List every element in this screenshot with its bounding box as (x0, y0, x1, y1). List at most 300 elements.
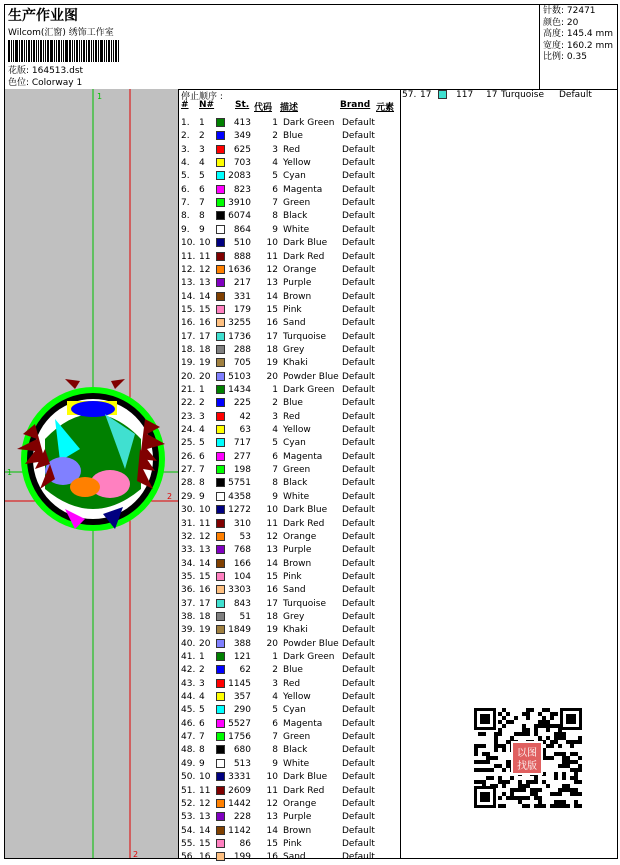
row-brand: Default (342, 224, 375, 235)
row-number: 18 (199, 344, 211, 355)
row-brand: Default (342, 211, 375, 222)
row-code: 14 (266, 291, 278, 302)
table-row (179, 437, 400, 450)
row-code: 9 (272, 758, 278, 769)
marker-bottom-label: 2 (133, 850, 139, 858)
row-brand: Default (342, 518, 375, 529)
design-stats (539, 5, 617, 89)
color-swatch (216, 372, 225, 381)
row-brand: Default (342, 411, 375, 422)
qr-code-image (470, 704, 586, 812)
row-code: 2 (272, 131, 278, 142)
row-number: 10 (199, 238, 211, 249)
design-height: 高度: 145.4 mm (543, 29, 614, 39)
table-row (179, 184, 400, 197)
color-swatch (216, 559, 225, 568)
color-swatch (216, 519, 225, 528)
row-code: 4 (272, 158, 278, 169)
row-description: Cyan (283, 705, 306, 716)
row-index: 57. (402, 90, 417, 100)
row-stitches: 843 (233, 598, 251, 609)
row-stitches: 121 (233, 652, 251, 662)
table-row (179, 558, 400, 571)
row-code: 9 (272, 491, 278, 502)
row-code: 10 (266, 772, 278, 783)
row-code: 17 (266, 598, 278, 609)
row-description: Green (283, 198, 311, 209)
row-code: 17 (266, 331, 278, 342)
row-description: Pink (283, 304, 302, 315)
color-swatch (216, 679, 225, 688)
color-count: 颜色: 20 (543, 17, 579, 28)
row-stitches: 42 (239, 411, 251, 422)
color-swatch (216, 278, 225, 287)
row-description: Purple (283, 545, 312, 556)
table-row (179, 825, 400, 838)
row-description: Dark Green (283, 385, 335, 395)
stop-sequence-title: 停止顺序 : (181, 92, 223, 102)
row-description: Black (283, 745, 308, 756)
row-code: 16 (266, 318, 278, 329)
table-row (179, 811, 400, 824)
row-number: 7 (199, 732, 205, 743)
row-brand: Default (342, 144, 375, 155)
row-index: 22. (181, 398, 196, 409)
color-swatch (216, 425, 225, 434)
color-swatch (216, 665, 225, 674)
row-description: Brown (283, 558, 312, 569)
row-index: 8. (181, 211, 190, 222)
color-swatch (216, 131, 225, 140)
row-code: 5 (272, 438, 278, 449)
table-row (179, 397, 400, 410)
row-number: 16 (199, 318, 211, 329)
table-row (179, 491, 400, 504)
row-brand: Default (342, 304, 375, 315)
row-code: 2 (272, 665, 278, 676)
row-number: 5 (199, 171, 205, 182)
row-index: 3. (181, 144, 190, 155)
row-description: Orange (283, 531, 317, 542)
table-row (179, 117, 400, 130)
row-brand: Default (342, 812, 375, 823)
row-brand: Default (342, 158, 375, 169)
row-number: 20 (199, 638, 211, 649)
embroidery-design (17, 379, 165, 531)
row-index: 55. (181, 838, 196, 849)
row-code: 8 (272, 478, 278, 489)
col-header-number: N# (199, 100, 215, 110)
row-number: 8 (199, 478, 205, 489)
row-stitches: 888 (233, 251, 251, 262)
row-description: Sand (283, 852, 306, 863)
col-header-code: 代码 (254, 103, 273, 113)
row-index: 56. (181, 852, 196, 863)
row-number: 1 (199, 385, 205, 395)
row-stitches: 1272 (228, 505, 251, 516)
row-description: White (283, 758, 310, 769)
color-swatch (216, 478, 225, 487)
row-index: 4. (181, 158, 190, 169)
col-header-brand: Brand (340, 100, 371, 110)
row-brand: Default (342, 611, 375, 622)
row-description: Khaki (283, 625, 308, 636)
row-stitches: 388 (233, 638, 251, 649)
row-index: 13. (181, 278, 196, 289)
row-number: 9 (199, 491, 205, 502)
stamp-text-1: 以图 (517, 748, 537, 759)
row-index: 2. (181, 131, 190, 142)
row-number: 13 (199, 812, 211, 823)
row-number: 1 (199, 652, 205, 662)
row-stitches: 86 (239, 838, 251, 849)
color-swatch (216, 826, 225, 835)
table-row (179, 224, 400, 237)
row-code: 15 (266, 571, 278, 582)
row-number: 1 (199, 118, 205, 128)
row-brand: Default (342, 371, 375, 382)
row-description: Dark Red (283, 518, 325, 529)
stitch-count: 针数: 72471 (543, 6, 596, 16)
row-code: 2 (272, 398, 278, 409)
row-brand: Default (342, 598, 375, 609)
row-description: Magenta (283, 718, 323, 729)
color-swatch (216, 465, 225, 474)
row-brand: Default (342, 665, 375, 676)
row-brand: Default (342, 838, 375, 849)
table-row (179, 344, 400, 357)
color-swatch (216, 265, 225, 274)
table-row (179, 170, 400, 183)
row-stitches: 217 (233, 278, 251, 289)
row-description: Brown (283, 825, 312, 836)
row-brand: Default (342, 358, 375, 369)
table-row (179, 798, 400, 811)
row-code: 16 (266, 852, 278, 863)
row-brand: Default (342, 852, 375, 863)
table-row (179, 384, 400, 397)
table-row (179, 838, 400, 851)
color-swatch (216, 171, 225, 180)
row-stitches: 310 (233, 518, 251, 529)
row-code: 20 (266, 371, 278, 382)
row-brand: Default (342, 545, 375, 556)
row-index: 32. (181, 531, 196, 542)
row-code: 8 (272, 211, 278, 222)
table-row (179, 504, 400, 517)
row-brand: Default (342, 131, 375, 142)
row-code: 18 (266, 344, 278, 355)
row-index: 27. (181, 465, 196, 476)
row-index: 6. (181, 184, 190, 195)
color-swatch (216, 318, 225, 327)
table-row (179, 851, 400, 864)
row-code: 9 (272, 224, 278, 235)
row-number: 11 (199, 251, 211, 262)
design-width: 宽度: 160.2 mm (543, 40, 614, 51)
table-row (179, 210, 400, 223)
table-row (179, 130, 400, 143)
row-code: 5 (272, 705, 278, 716)
row-description: Red (283, 144, 301, 155)
marker-left-label: 1 (7, 468, 13, 477)
row-stitches: 5751 (228, 478, 251, 489)
row-description: Grey (283, 611, 305, 622)
color-swatch (216, 492, 225, 501)
row-code: 17 (486, 90, 498, 100)
row-stitches: 768 (233, 545, 251, 556)
row-stitches: 198 (233, 465, 251, 476)
row-number: 9 (199, 758, 205, 769)
row-brand: Default (342, 825, 375, 836)
row-description: Powder Blue (283, 371, 339, 382)
row-number: 9 (199, 224, 205, 235)
row-index: 53. (181, 812, 196, 823)
row-stitches: 51 (239, 611, 251, 622)
row-description: Dark Blue (283, 505, 328, 516)
row-number: 6 (199, 718, 205, 729)
row-index: 44. (181, 692, 196, 703)
row-description: Turquoise (283, 331, 327, 342)
row-description: Red (283, 678, 301, 689)
row-number: 12 (199, 531, 211, 542)
row-brand: Default (342, 785, 375, 796)
table-row (179, 451, 400, 464)
row-index: 9. (181, 224, 190, 235)
row-stitches: 823 (233, 184, 251, 195)
row-brand: Default (342, 798, 375, 809)
row-brand: Default (342, 732, 375, 743)
color-swatch (216, 745, 225, 754)
row-number: 19 (199, 625, 211, 636)
row-code: 14 (266, 558, 278, 569)
row-description: Black (283, 478, 308, 489)
row-number: 7 (199, 198, 205, 209)
row-stitches: 62 (239, 665, 251, 676)
color-swatch (216, 759, 225, 768)
row-number: 12 (199, 264, 211, 275)
row-description: Dark Blue (283, 772, 328, 783)
color-swatch (216, 719, 225, 728)
row-index: 1. (181, 118, 190, 128)
row-index: 42. (181, 665, 196, 676)
row-description: Orange (283, 798, 317, 809)
row-index: 12. (181, 264, 196, 275)
color-swatch (216, 812, 225, 821)
row-code: 6 (272, 184, 278, 195)
row-brand: Default (342, 264, 375, 275)
row-index: 38. (181, 611, 196, 622)
row-code: 10 (266, 505, 278, 516)
row-number: 18 (199, 611, 211, 622)
color-swatch (216, 198, 225, 207)
row-stitches: 717 (233, 438, 251, 449)
col-header-index: # (181, 100, 189, 110)
table-row (179, 157, 400, 170)
color-swatch (216, 786, 225, 795)
table-row (179, 197, 400, 210)
row-index: 30. (181, 505, 196, 516)
row-code: 3 (272, 144, 278, 155)
row-code: 7 (272, 465, 278, 476)
row-stitches: 3303 (228, 585, 251, 596)
row-code: 5 (272, 171, 278, 182)
table-row (179, 371, 400, 384)
row-description: Magenta (283, 451, 323, 462)
row-brand: Default (342, 718, 375, 729)
row-stitches: 331 (233, 291, 251, 302)
color-swatch (216, 652, 225, 661)
table-row (179, 584, 400, 597)
row-number: 10 (199, 772, 211, 783)
row-code: 20 (266, 638, 278, 649)
table-row (179, 291, 400, 304)
design-preview (5, 89, 179, 858)
row-index: 23. (181, 411, 196, 422)
color-swatch (216, 705, 225, 714)
row-brand: Default (342, 331, 375, 342)
row-index: 46. (181, 718, 196, 729)
row-description: Cyan (283, 171, 306, 182)
row-description: Pink (283, 571, 302, 582)
table-row (179, 651, 400, 664)
row-number: 6 (199, 451, 205, 462)
row-index: 19. (181, 358, 196, 369)
table-row (179, 317, 400, 330)
table-row (179, 638, 400, 651)
table-row (179, 264, 400, 277)
row-brand: Default (342, 184, 375, 195)
row-index: 31. (181, 518, 196, 529)
row-stitches: 864 (233, 224, 251, 235)
row-number: 15 (199, 304, 211, 315)
row-description: Sand (283, 585, 306, 596)
row-index: 17. (181, 331, 196, 342)
row-stitches: 5103 (228, 371, 251, 382)
row-index: 15. (181, 304, 196, 315)
row-stitches: 349 (233, 131, 251, 142)
table-row (179, 571, 400, 584)
table-row (179, 251, 400, 264)
row-number: 5 (199, 705, 205, 716)
marker-right-label: 2 (167, 492, 173, 501)
row-number: 4 (199, 158, 205, 169)
col-header-stitches: St. (235, 100, 250, 110)
color-swatch (216, 732, 225, 741)
table-row (179, 718, 400, 731)
color-swatch (216, 505, 225, 514)
table-row (179, 624, 400, 637)
row-number: 2 (199, 398, 205, 409)
row-brand: Default (342, 571, 375, 582)
row-stitches: 288 (233, 344, 251, 355)
row-description: Dark Green (283, 652, 335, 662)
row-code: 8 (272, 745, 278, 756)
row-number: 2 (199, 131, 205, 142)
row-stitches: 1442 (228, 798, 251, 809)
row-stitches: 413 (233, 118, 251, 128)
row-index: 45. (181, 705, 196, 716)
table-row (179, 477, 400, 490)
color-swatch (216, 358, 225, 367)
barcode-image (8, 40, 120, 62)
row-description: Powder Blue (283, 638, 339, 649)
row-description: Brown (283, 291, 312, 302)
row-number: 16 (199, 585, 211, 596)
table-row (179, 531, 400, 544)
color-swatch (216, 345, 225, 354)
row-number: 3 (199, 144, 205, 155)
row-description: Turquoise (283, 598, 327, 609)
row-description: Pink (283, 838, 302, 849)
stop-sequence-table (179, 89, 401, 863)
row-description: Turquoise (501, 90, 545, 100)
row-description: Blue (283, 131, 303, 142)
row-stitches: 1636 (228, 264, 251, 275)
row-code: 12 (266, 264, 278, 275)
row-description: Blue (283, 665, 303, 676)
color-swatch (216, 799, 225, 808)
row-index: 28. (181, 478, 196, 489)
color-swatch (216, 225, 225, 234)
row-stitches: 1145 (228, 678, 251, 689)
row-number: 14 (199, 825, 211, 836)
row-brand: Default (342, 745, 375, 756)
row-index: 29. (181, 491, 196, 502)
row-code: 10 (266, 238, 278, 249)
col-header-description: 描述 (280, 103, 299, 113)
row-number: 6 (199, 184, 205, 195)
row-index: 43. (181, 678, 196, 689)
row-number: 2 (199, 665, 205, 676)
row-brand: Default (342, 585, 375, 596)
row-description: Green (283, 465, 311, 476)
row-description: White (283, 491, 310, 502)
row-number: 20 (199, 371, 211, 382)
row-brand: Default (342, 705, 375, 716)
row-number: 16 (199, 852, 211, 863)
row-index: 36. (181, 585, 196, 596)
row-code: 18 (266, 611, 278, 622)
row-stitches: 3331 (228, 772, 251, 783)
row-brand: Default (342, 291, 375, 302)
row-description: Sand (283, 318, 306, 329)
row-stitches: 6074 (228, 211, 251, 222)
color-swatch (216, 145, 225, 154)
col-header-element: 元素 (376, 103, 395, 113)
row-number: 7 (199, 465, 205, 476)
row-description: Orange (283, 264, 317, 275)
row-index: 16. (181, 318, 196, 329)
row-number: 3 (199, 411, 205, 422)
row-brand: Default (342, 531, 375, 542)
row-number: 17 (199, 331, 211, 342)
color-swatch (216, 545, 225, 554)
row-brand: Default (342, 198, 375, 209)
row-code: 12 (266, 531, 278, 542)
row-index: 11. (181, 251, 196, 262)
color-swatch (216, 332, 225, 341)
row-code: 4 (272, 692, 278, 703)
row-code: 16 (266, 585, 278, 596)
row-index: 34. (181, 558, 196, 569)
row-code: 7 (272, 732, 278, 743)
row-description: Black (283, 211, 308, 222)
row-stitches: 225 (233, 398, 251, 409)
page-title: 生产作业图 (8, 8, 78, 24)
row-number: 19 (199, 358, 211, 369)
colorway: 色位: Colorway 1 (8, 78, 83, 88)
